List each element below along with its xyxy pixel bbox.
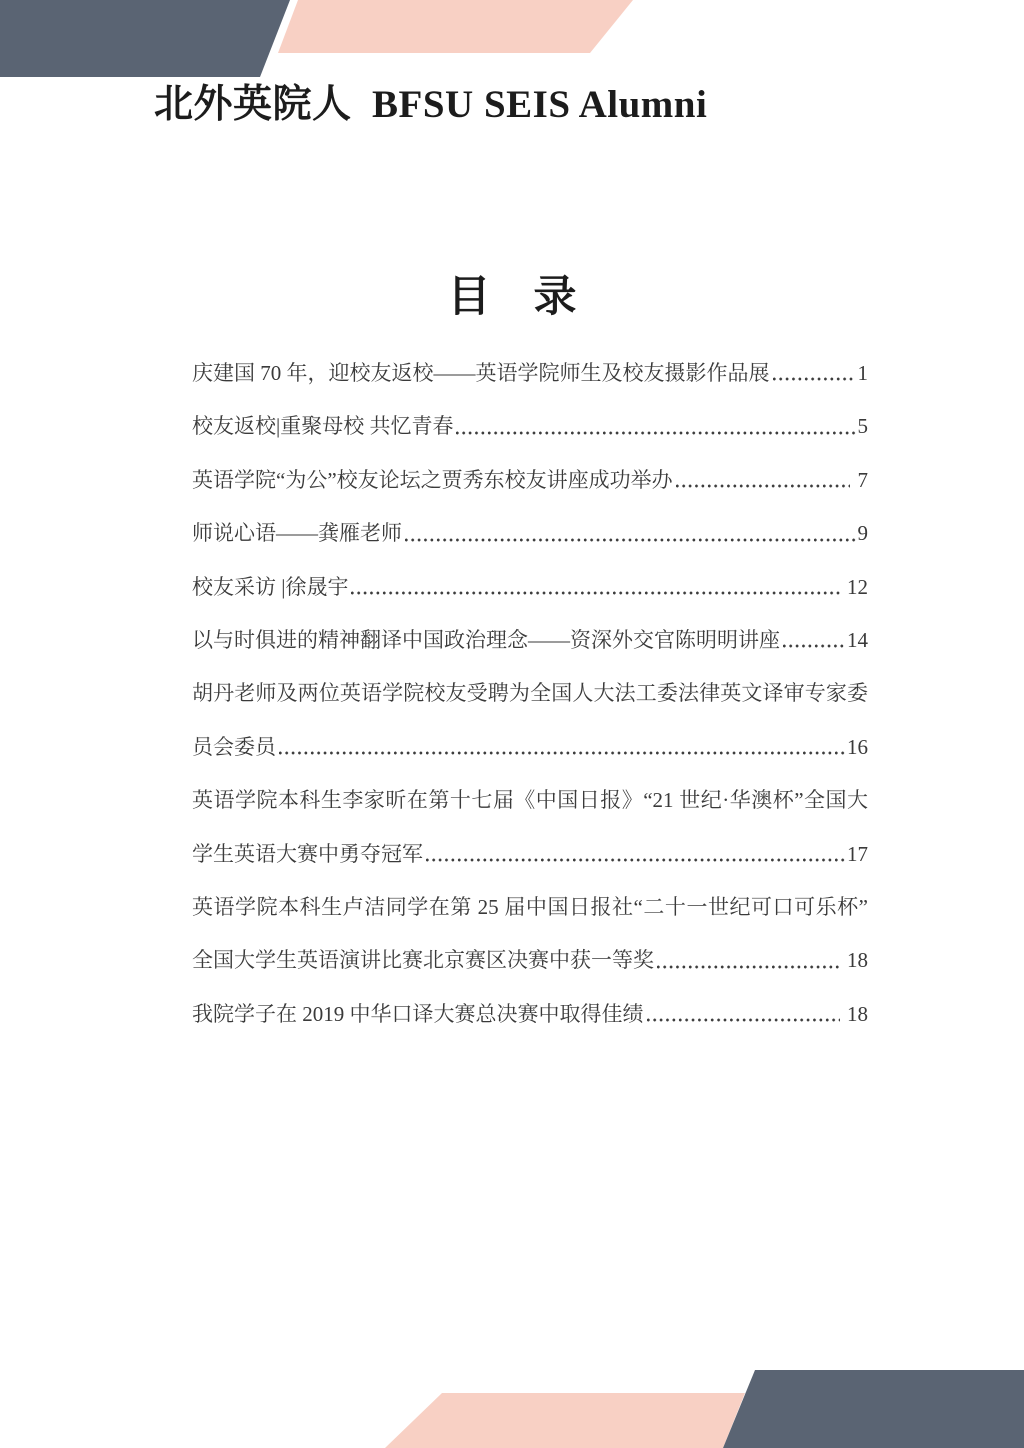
toc-entry-line2 [192, 934, 868, 987]
toc-entry-title: 英语学院本科生卢洁同学在第 25 届中国日报社“二十一世纪可口可乐杯” [192, 894, 868, 919]
toc-page-number: 18 [841, 948, 868, 973]
toc-page-number: 5 [857, 414, 868, 439]
toc-entry [192, 454, 868, 507]
toc-entry-title: 胡丹老师及两位英语学院校友受聘为全国人大法工委法律英文译审专家委 [192, 681, 868, 706]
toc-entry-line2 [192, 828, 868, 881]
toc-page-number: 9 [857, 521, 868, 546]
toc-list [192, 347, 868, 1041]
toc-page-number: 18 [841, 1001, 868, 1026]
toc-page-number: 17 [847, 841, 868, 866]
toc-entry-title: 以与时俱进的精神翻译中国政治理念——资深外交官陈明明讲座 [192, 627, 780, 652]
toc-title: 目 录 [447, 274, 577, 321]
masthead-title: 北外英院人 BFSU SEIS Alumni [154, 83, 708, 126]
toc-entry-title: 庆建国 70 年，迎校友返校——英语学院师生及校友摄影作品展 [192, 361, 770, 385]
toc-entry-title: 学生英语大赛中勇夺冠军 [192, 841, 423, 866]
toc-leader-dots [405, 537, 856, 543]
decor-shape-bottom-right-dark [723, 1370, 1024, 1448]
toc-page-number: 12 [841, 574, 868, 599]
toc-entry [192, 400, 868, 453]
toc-entry [192, 988, 868, 1041]
toc-entry-line1 [192, 774, 868, 827]
toc-entry-line1 [192, 667, 868, 720]
toc-leader-dots [279, 750, 845, 756]
decor-shape-bottom-pink [385, 1393, 745, 1448]
toc-entry-line1 [192, 881, 868, 934]
toc-entry-title: 英语学院本科生李家昕在第十七届《中国日报》“21 世纪·华澳杯”全国大 [192, 788, 868, 813]
toc-leader-dots [351, 590, 839, 596]
toc-leader-dots [773, 376, 856, 382]
toc-leader-dots [783, 643, 845, 649]
toc-entry [192, 614, 868, 667]
toc-page-number: 16 [847, 734, 868, 759]
toc-entry-title: 英语学院“为公”校友论坛之贾秀东校友讲座成功举办 [192, 467, 673, 492]
toc-page-number: 7 [852, 467, 868, 492]
toc-page-number: 1 [857, 361, 868, 385]
toc-entry [192, 507, 868, 560]
toc-entry-title: 校友采访 |徐晟宇 [192, 574, 349, 599]
toc-leader-dots [657, 964, 840, 970]
toc-leader-dots [647, 1017, 840, 1023]
toc-entry [192, 347, 868, 400]
toc-page-number: 14 [847, 627, 868, 652]
toc-entry-title: 员会委员 [192, 734, 276, 759]
toc-leader-dots [456, 430, 855, 436]
toc-entry-title: 师说心语——龚雁老师 [192, 521, 402, 546]
toc-entry [192, 561, 868, 614]
toc-leader-dots [676, 483, 851, 489]
toc-entry-title: 全国大学生英语演讲比赛北京赛区决赛中获一等奖 [192, 948, 654, 973]
decor-shape-top-left-dark [0, 0, 290, 77]
toc-entry-line2 [192, 721, 868, 774]
toc-entry-title: 校友返校|重聚母校 共忆青春 [192, 414, 454, 439]
decor-shape-top-pink [278, 0, 634, 53]
toc-entry-title: 我院学子在 2019 中华口译大赛总决赛中取得佳绩 [192, 1001, 644, 1026]
toc-leader-dots [426, 857, 845, 863]
